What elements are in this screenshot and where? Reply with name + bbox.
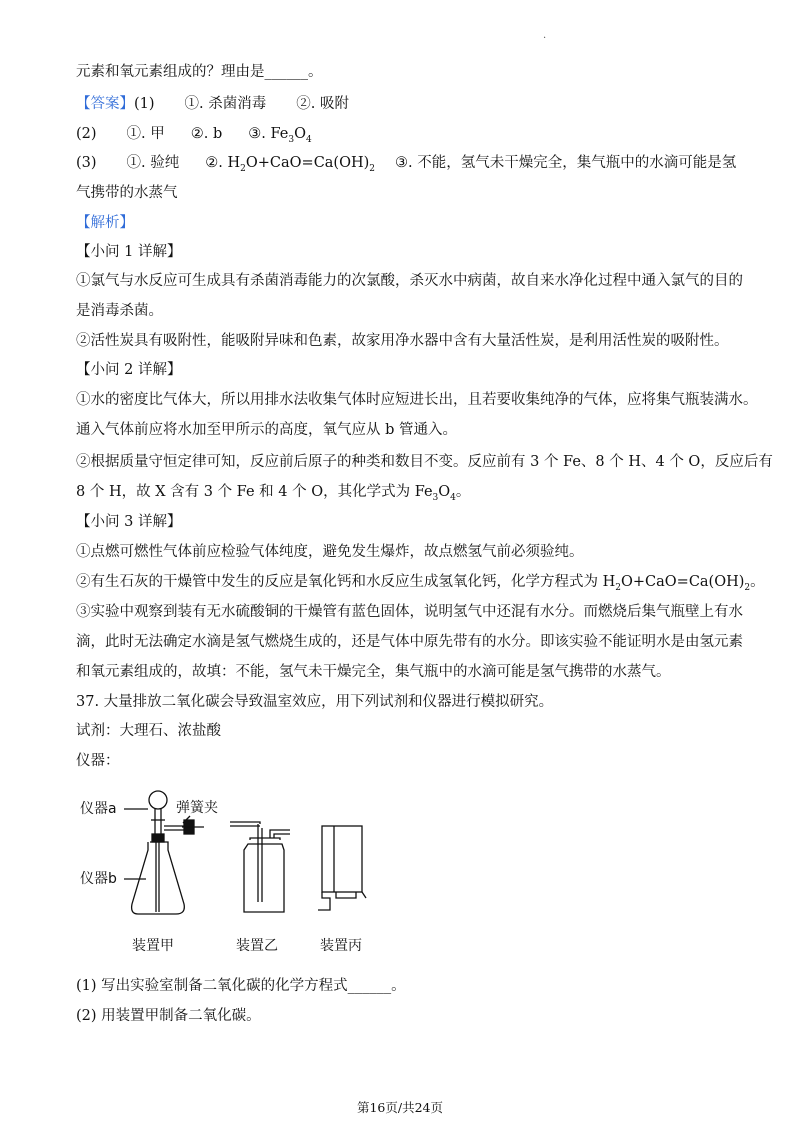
page-number: 第16页/共24页 (356, 1100, 444, 1115)
answer-part: ①. 验纯 (126, 155, 180, 171)
answer-part: O (294, 126, 306, 142)
text-line: ①水的密度比气体大，所以用排水法收集气体时应短进长出，且若要收集纯净的气体，应将集气瓶装满水。 (76, 392, 758, 408)
text-line: ①点燃可燃性气体前应检验气体纯度，避免发生爆炸，故点燃氢气前必须验纯。 (76, 544, 584, 560)
text-part: 。 (750, 574, 765, 590)
text-part: 。 (455, 484, 471, 500)
caption-bing: 装置丙 (320, 938, 362, 954)
answer-part: ③. 不能，氢气未干燥完全，集气瓶中的水滴可能是氢 (395, 155, 737, 171)
subscript: 4 (305, 134, 312, 145)
label-instrument-a: 仪器a (80, 801, 117, 817)
text-part: O+CaO=Ca(OH) (621, 574, 745, 590)
label-spring-clip: 弹簧夹 (176, 800, 218, 816)
text-line: ③实验中观察到装有无水硫酸铜的干燥管有蓝色固体，说明氢气中还混有水分。而燃烧后集气瓶壁上有水 (76, 604, 743, 620)
answer-part: (2) (76, 126, 97, 142)
answer-tag: 【答案】 (76, 96, 134, 112)
header-mark: . (543, 30, 547, 41)
text-part: O (438, 484, 451, 500)
text-line: ②根据质量守恒定律可知，反应前后原子的种类和数目不变。反应前有 3 个 Fe、8 个 H、4 个 O，反应后有 (76, 454, 773, 470)
apparatus-figure (80, 780, 400, 960)
caption-yi: 装置乙 (236, 938, 278, 954)
answer-part: ③. Fe (248, 126, 289, 142)
subscript: 2 (240, 163, 246, 174)
answer-part: ②. H (205, 155, 241, 171)
question-part: (1) 写出实验室制备二氧化碳的化学方程式______。 (76, 978, 406, 994)
subscript: 3 (432, 492, 439, 503)
text-line: ②活性炭具有吸附性，能吸附异味和色素，故家用净水器中含有大量活性炭，是利用活性炭的吸附性。 (76, 333, 729, 349)
text-part: 8 个 H，故 X 含有 3 个 Fe 和 4 个 O，其化学式为 Fe (76, 484, 433, 500)
text-line: 试剂：大理石、浓盐酸 (76, 723, 221, 739)
text-part: ②有生石灰的干燥管中发生的反应是氧化钙和水反应生成氢氧化钙，化学方程式为 H (76, 574, 616, 590)
answer-part: ①. 杀菌消毒 (184, 96, 267, 112)
subscript: 2 (744, 582, 751, 593)
answer-line-3 (76, 153, 736, 179)
answer-part: (1) (134, 96, 155, 112)
text-line: 和氧元素组成的，故填：不能，氢气未干燥完全，集气瓶中的水滴可能是氢气携带的水蒸气。 (76, 664, 671, 680)
section-heading: 【小问 3 详解】 (76, 514, 182, 530)
apparatus-yi (230, 822, 290, 912)
text-line: 气携带的水蒸气 (76, 185, 178, 201)
subscript: 4 (450, 492, 456, 503)
answer-line-2 (76, 124, 312, 150)
answer-part: ②. b (190, 126, 223, 142)
question-part: (2) 用装置甲制备二氧化碳。 (76, 1008, 261, 1024)
analysis-tag: 【解析】 (76, 215, 134, 231)
subscript: 2 (369, 163, 376, 174)
answer-part: O+CaO=Ca(OH) (245, 155, 370, 171)
answer-part: ①. 甲 (126, 126, 165, 142)
label-instrument-b: 仪器b (80, 871, 117, 887)
text-line (76, 572, 765, 598)
text-line: ①氯气与水反应可生成具有杀菌消毒能力的次氯酸，杀灭水中病菌，故自来水净化过程中通入氯气的目的 (76, 273, 743, 289)
answer-line-1 (76, 94, 349, 114)
question-stem: 37. 大量排放二氧化碳会导致温室效应，用下列试剂和仪器进行模拟研究。 (76, 694, 554, 710)
subscript: 2 (615, 582, 621, 593)
text-line: 是消毒杀菌。 (76, 303, 163, 319)
section-heading: 【小问 1 详解】 (76, 244, 182, 260)
section-heading: 【小问 2 详解】 (76, 362, 182, 378)
text-line: 滴，此时无法确定水滴是氢气燃烧生成的，还是气体中原先带有的水分。即该实验不能证明水是由氢元素 (76, 634, 743, 650)
text-line: 仪器： (76, 753, 120, 769)
text-line (76, 482, 470, 508)
text-line: 通入气体前应将水加至甲所示的高度，氧气应从 b 管通入。 (76, 422, 457, 438)
subscript: 3 (288, 134, 295, 145)
caption-jia: 装置甲 (132, 938, 174, 954)
apparatus-bing (318, 826, 366, 910)
answer-part: (3) (76, 155, 97, 171)
text-line: 元素和氧元素组成的？理由是______。 (76, 64, 323, 80)
answer-part: ②. 吸附 (296, 96, 349, 112)
